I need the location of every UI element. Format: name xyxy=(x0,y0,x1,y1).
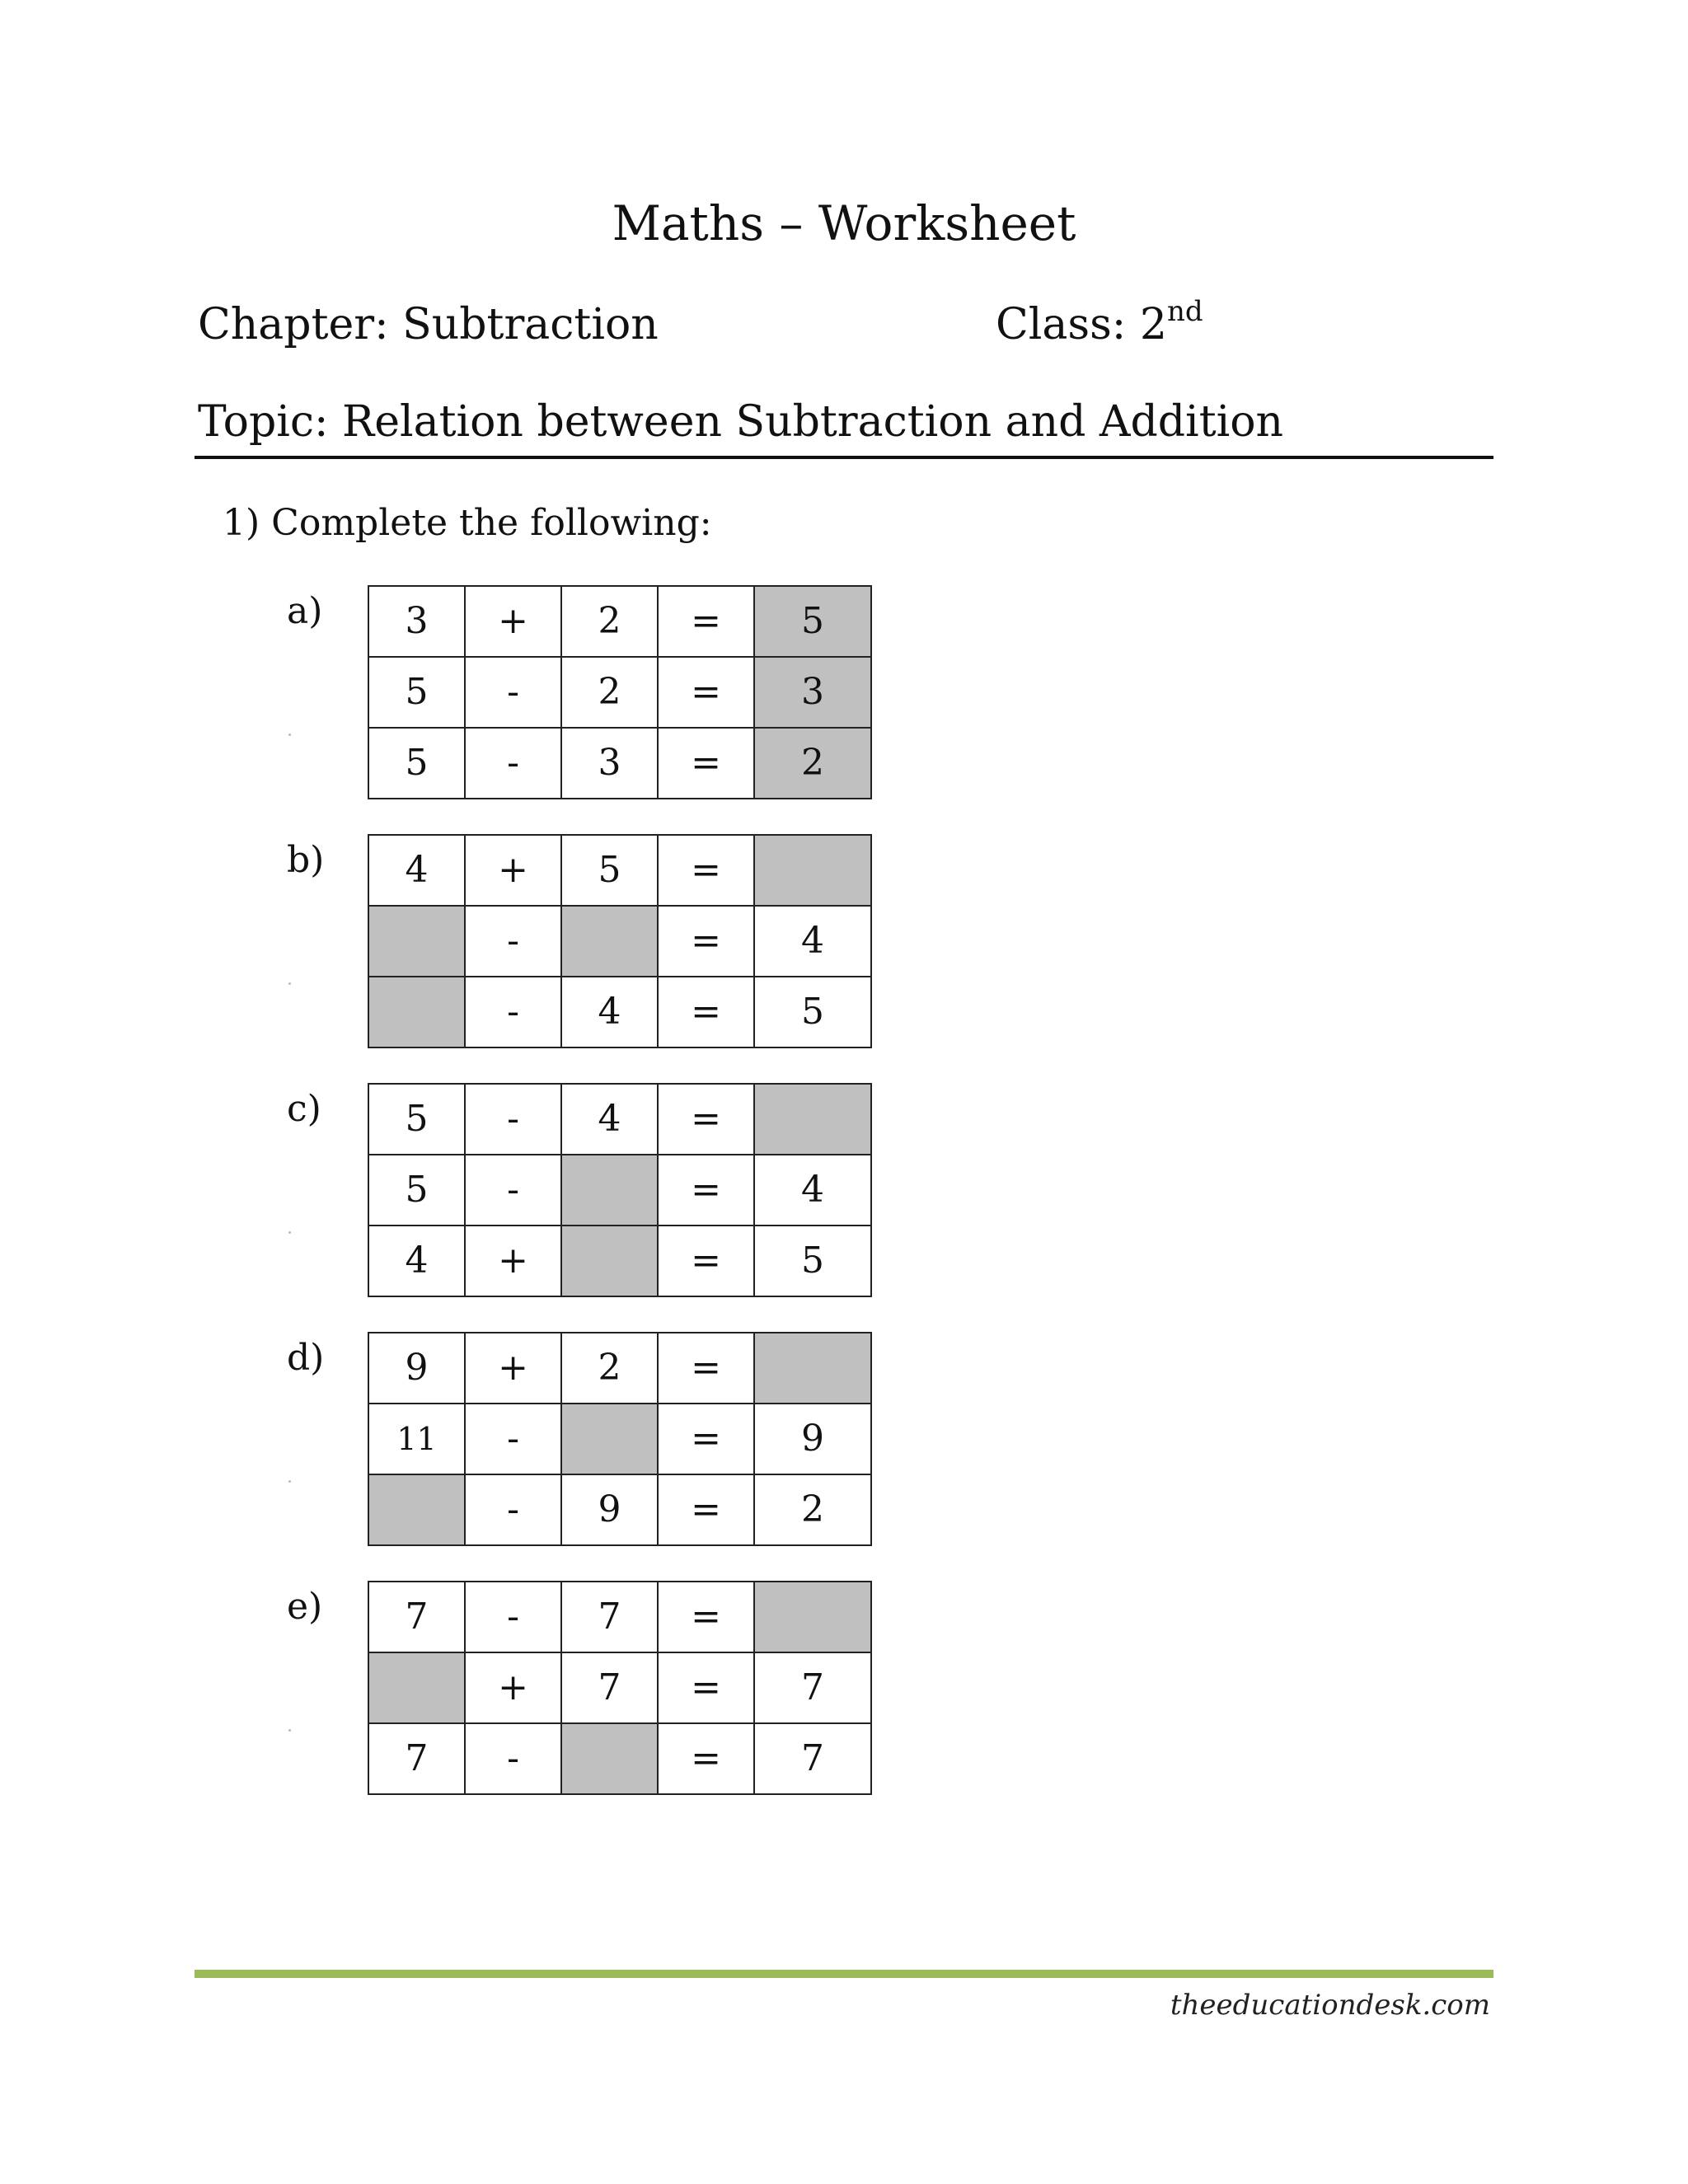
number-cell: 5 xyxy=(368,657,465,728)
answer-blank[interactable] xyxy=(368,1474,465,1545)
number-cell: 5 xyxy=(368,728,465,799)
class-text: Class: 2 xyxy=(996,300,1167,349)
number-cell: 4 xyxy=(754,1155,871,1226)
operator-cell: + xyxy=(465,1652,561,1723)
number-cell: 5 xyxy=(368,1084,465,1155)
number-cell: 3 xyxy=(561,728,658,799)
class-label xyxy=(996,295,1203,351)
number-cell: 11 xyxy=(368,1404,465,1474)
stray-mark xyxy=(288,1231,291,1234)
number-cell: 4 xyxy=(561,977,658,1047)
number-cell: 2 xyxy=(561,586,658,657)
stray-mark xyxy=(288,982,291,985)
operator-cell: = xyxy=(658,906,754,977)
equation-row xyxy=(368,657,871,728)
equation-row xyxy=(368,835,871,906)
answer-blank[interactable] xyxy=(368,906,465,977)
number-cell: 3 xyxy=(368,586,465,657)
equation-grid xyxy=(368,1083,872,1297)
question-1 xyxy=(223,499,712,548)
operator-cell: = xyxy=(658,1404,754,1474)
number-cell: 4 xyxy=(561,1084,658,1155)
operator-cell: + xyxy=(465,1226,561,1296)
exercise-label: b) xyxy=(287,839,325,881)
equation-grid xyxy=(368,1581,872,1795)
operator-cell: - xyxy=(465,977,561,1047)
operator-cell: + xyxy=(465,586,561,657)
equation-row xyxy=(368,1582,871,1652)
number-cell: 9 xyxy=(561,1474,658,1545)
answer-blank[interactable] xyxy=(561,1226,658,1296)
equation-row xyxy=(368,906,871,977)
equation-row xyxy=(368,1084,871,1155)
number-cell: 7 xyxy=(754,1723,871,1794)
operator-cell: - xyxy=(465,1582,561,1652)
question-number: 1) xyxy=(223,502,260,544)
exercise-label: a) xyxy=(287,590,323,632)
equation-row xyxy=(368,1474,871,1545)
number-cell: 3 xyxy=(754,657,871,728)
operator-cell: = xyxy=(658,1582,754,1652)
class-suffix: nd xyxy=(1166,295,1203,328)
equation-row xyxy=(368,1226,871,1296)
operator-cell: = xyxy=(658,586,754,657)
operator-cell: - xyxy=(465,1474,561,1545)
operator-cell: + xyxy=(465,835,561,906)
answer-blank[interactable] xyxy=(754,1333,871,1404)
exercise-label: e) xyxy=(287,1586,323,1628)
operator-cell: = xyxy=(658,977,754,1047)
operator-cell: + xyxy=(465,1333,561,1404)
number-cell: 5 xyxy=(754,977,871,1047)
answer-blank[interactable] xyxy=(754,1582,871,1652)
operator-cell: = xyxy=(658,1723,754,1794)
answer-blank[interactable] xyxy=(561,1723,658,1794)
number-cell: 5 xyxy=(368,1155,465,1226)
number-cell: 9 xyxy=(368,1333,465,1404)
number-cell: 5 xyxy=(754,586,871,657)
number-cell: 5 xyxy=(561,835,658,906)
equation-grid xyxy=(368,1332,872,1546)
stray-mark xyxy=(288,1729,291,1732)
number-cell: 4 xyxy=(368,1226,465,1296)
operator-cell: - xyxy=(465,906,561,977)
operator-cell: = xyxy=(658,1084,754,1155)
number-cell: 4 xyxy=(754,906,871,977)
worksheet-title: Maths – Worksheet xyxy=(612,195,1076,251)
number-cell: 2 xyxy=(561,657,658,728)
exercise-label: c) xyxy=(287,1088,321,1130)
number-cell: 7 xyxy=(754,1652,871,1723)
equation-row xyxy=(368,1404,871,1474)
operator-cell: - xyxy=(465,657,561,728)
operator-cell: - xyxy=(465,1404,561,1474)
equation-row xyxy=(368,1333,871,1404)
answer-blank[interactable] xyxy=(754,1084,871,1155)
operator-cell: = xyxy=(658,728,754,799)
operator-cell: = xyxy=(658,1226,754,1296)
equation-grid xyxy=(368,834,872,1048)
number-cell: 9 xyxy=(754,1404,871,1474)
operator-cell: = xyxy=(658,1333,754,1404)
number-cell: 5 xyxy=(754,1226,871,1296)
answer-blank[interactable] xyxy=(561,906,658,977)
operator-cell: = xyxy=(658,1155,754,1226)
equation-row xyxy=(368,1155,871,1226)
number-cell: 7 xyxy=(561,1652,658,1723)
equation-row xyxy=(368,1723,871,1794)
answer-blank[interactable] xyxy=(368,1652,465,1723)
number-cell: 2 xyxy=(561,1333,658,1404)
question-text: Complete the following: xyxy=(271,502,712,544)
equation-grid xyxy=(368,585,872,799)
operator-cell: - xyxy=(465,728,561,799)
stray-mark xyxy=(288,1480,291,1483)
equation-row xyxy=(368,1652,871,1723)
chapter-label: Chapter: Subtraction xyxy=(198,300,659,349)
operator-cell: - xyxy=(465,1084,561,1155)
answer-blank[interactable] xyxy=(561,1404,658,1474)
number-cell: 2 xyxy=(754,728,871,799)
footer-website: theeducationdesk.com xyxy=(1170,1989,1490,2022)
equation-row xyxy=(368,728,871,799)
answer-blank[interactable] xyxy=(561,1155,658,1226)
topic-label: Topic: Relation between Subtraction and Addition xyxy=(198,397,1284,447)
operator-cell: = xyxy=(658,835,754,906)
header-divider xyxy=(195,456,1493,459)
operator-cell: - xyxy=(465,1723,561,1794)
number-cell: 7 xyxy=(368,1582,465,1652)
stray-mark xyxy=(288,733,291,736)
number-cell: 7 xyxy=(368,1723,465,1794)
equation-row xyxy=(368,586,871,657)
operator-cell: - xyxy=(465,1155,561,1226)
equation-row xyxy=(368,977,871,1047)
answer-blank[interactable] xyxy=(754,835,871,906)
number-cell: 4 xyxy=(368,835,465,906)
operator-cell: = xyxy=(658,1474,754,1545)
operator-cell: = xyxy=(658,657,754,728)
number-cell: 2 xyxy=(754,1474,871,1545)
number-cell: 7 xyxy=(561,1582,658,1652)
operator-cell: = xyxy=(658,1652,754,1723)
footer-divider xyxy=(195,1970,1493,1978)
exercise-label: d) xyxy=(287,1337,325,1379)
answer-blank[interactable] xyxy=(368,977,465,1047)
